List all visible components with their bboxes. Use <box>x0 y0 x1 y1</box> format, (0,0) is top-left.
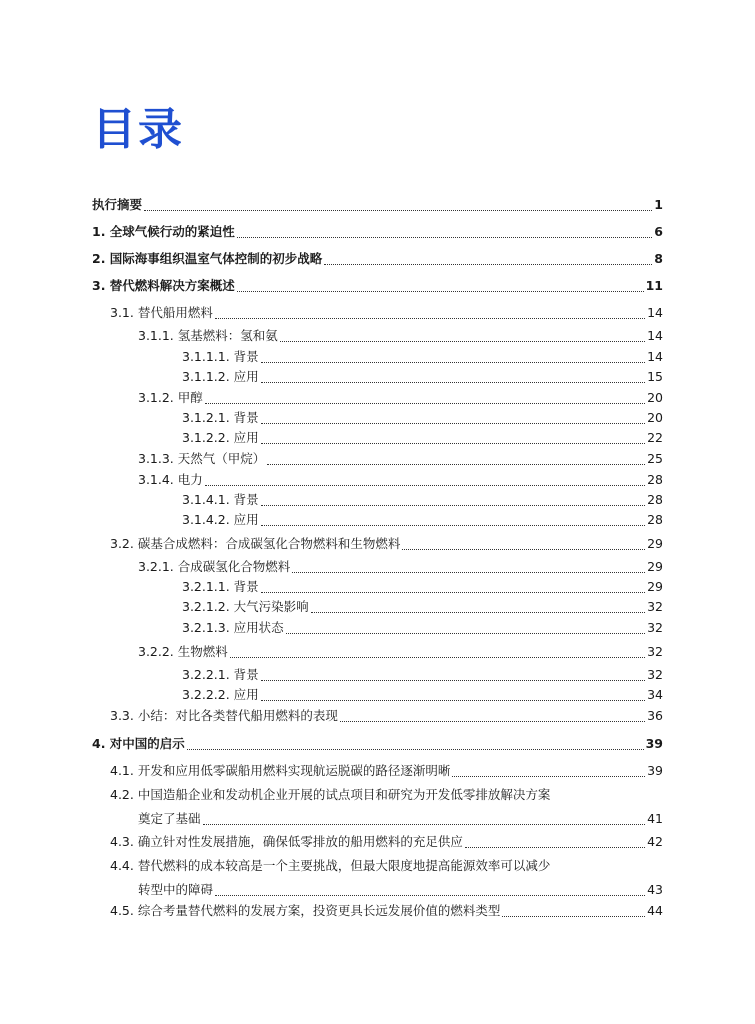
toc-page-number: 20 <box>647 390 663 405</box>
toc-page-number: 42 <box>647 834 663 849</box>
toc-entry[interactable] <box>182 491 663 509</box>
toc-chapter-entry[interactable] <box>92 277 663 295</box>
dot-leader <box>205 481 645 486</box>
toc-chapter-entry[interactable] <box>92 250 663 268</box>
dot-leader <box>215 891 645 896</box>
toc-entry-label: 4. 对中国的启示 <box>92 736 185 751</box>
dot-leader <box>311 608 645 613</box>
dot-leader <box>261 676 645 681</box>
toc-entry-label: 4.3. 确立针对性发展措施，确保低零排放的船用燃料的充足供应 <box>110 834 463 849</box>
toc-entry[interactable] <box>138 643 663 661</box>
toc-page-number: 43 <box>647 882 663 897</box>
toc-entry[interactable] <box>138 450 663 468</box>
toc-entry-label: 3.1.1. 氢基燃料：氢和氨 <box>138 328 278 343</box>
dot-leader <box>280 337 645 342</box>
toc-entry-label: 3.2.1.2. 大气污染影响 <box>182 599 309 614</box>
toc-page-number: 20 <box>647 410 663 425</box>
toc-chapter-entry[interactable] <box>92 735 663 753</box>
toc-entry[interactable] <box>138 881 663 899</box>
toc-entry[interactable] <box>110 902 663 920</box>
toc-page-number: 28 <box>647 512 663 527</box>
dot-leader <box>286 629 645 634</box>
toc-entry-label: 3.1.2.1. 背景 <box>182 410 259 425</box>
dot-leader <box>187 745 644 750</box>
dot-leader <box>261 358 645 363</box>
dot-leader <box>261 439 645 444</box>
toc-entry[interactable] <box>110 833 663 851</box>
toc-entry[interactable] <box>182 511 663 529</box>
toc-page-number: 34 <box>647 687 663 702</box>
toc-page-number: 39 <box>647 763 663 778</box>
dot-leader <box>502 912 645 917</box>
dot-leader <box>261 378 645 383</box>
toc-entry-label: 3.2.1. 合成碳氢化合物燃料 <box>138 559 291 574</box>
toc-chapter-entry[interactable] <box>92 223 663 241</box>
toc-page-number: 14 <box>647 349 663 364</box>
dot-leader <box>237 233 652 238</box>
toc-page-number: 29 <box>647 579 663 594</box>
toc-page-number: 29 <box>647 536 663 551</box>
toc-entry-continuation: 奠定了基础 <box>138 811 201 826</box>
toc-entry[interactable] <box>110 762 663 780</box>
toc-page-number: 36 <box>647 708 663 723</box>
toc-entry-label: 3.1.1.1. 背景 <box>182 349 259 364</box>
toc-entry-label: 3.1. 替代船用燃料 <box>110 305 213 320</box>
toc-page-number: 32 <box>647 667 663 682</box>
toc-page-number: 22 <box>647 430 663 445</box>
toc-page-number: 32 <box>647 620 663 635</box>
toc-entry[interactable] <box>138 810 663 828</box>
toc-entry-label: 3.1.2.2. 应用 <box>182 430 259 445</box>
toc-page-number: 28 <box>647 472 663 487</box>
toc-entry[interactable] <box>110 304 663 322</box>
page-title: 目录 <box>92 104 184 155</box>
dot-leader <box>261 521 645 526</box>
dot-leader <box>465 843 645 848</box>
toc-chapter-entry[interactable] <box>92 196 663 214</box>
dot-leader <box>452 772 645 777</box>
dot-leader <box>205 399 645 404</box>
toc-entry[interactable] <box>182 619 663 637</box>
toc-page-number: 32 <box>647 644 663 659</box>
toc-entry[interactable] <box>138 471 663 489</box>
toc-entry[interactable] <box>182 368 663 386</box>
toc-entry-label: 3.2.2.2. 应用 <box>182 687 259 702</box>
toc-entry-label: 2. 国际海事组织温室气体控制的初步战略 <box>92 251 323 266</box>
toc-page-number: 15 <box>647 369 663 384</box>
toc-entry[interactable] <box>182 409 663 427</box>
toc-entry-label: 4.5. 综合考量替代燃料的发展方案，投资更具长远发展价值的燃料类型 <box>110 903 501 918</box>
toc-entry-continuation: 转型中的障碍 <box>138 882 214 897</box>
toc-entry-label: 3.2.2.1. 背景 <box>182 667 259 682</box>
toc-page-number: 44 <box>647 903 663 918</box>
toc-entry-label: 3.1.2. 甲醇 <box>138 390 203 405</box>
toc-page-number: 6 <box>654 224 663 239</box>
dot-leader <box>292 568 645 573</box>
toc-page-number: 1 <box>654 197 663 212</box>
toc-entry[interactable] <box>110 535 663 553</box>
dot-leader <box>402 545 645 550</box>
toc-entry-label[interactable]: 4.4. 替代燃料的成本较高是一个主要挑战，但最大限度地提高能源效率可以减少 <box>110 858 551 873</box>
toc-entry-label: 3.2.2. 生物燃料 <box>138 644 228 659</box>
dot-leader <box>261 696 645 701</box>
toc-entry-label: 3.2.1.1. 背景 <box>182 579 259 594</box>
toc-entry[interactable] <box>182 429 663 447</box>
toc-page-number: 32 <box>647 599 663 614</box>
toc-page-number: 41 <box>647 811 663 826</box>
dot-leader <box>340 717 645 722</box>
toc-entry-label: 3.2. 碳基合成燃料：合成碳氢化合物燃料和生物燃料 <box>110 536 401 551</box>
dot-leader <box>203 820 646 825</box>
toc-entry-label: 3.1.4. 电力 <box>138 472 203 487</box>
toc-entry-label: 3. 替代燃料解决方案概述 <box>92 278 235 293</box>
toc-entry[interactable] <box>182 348 663 366</box>
toc-entry[interactable] <box>182 666 663 684</box>
toc-entry[interactable] <box>138 558 663 576</box>
dot-leader <box>237 287 644 292</box>
toc-entry[interactable] <box>110 707 663 725</box>
toc-entry[interactable] <box>182 686 663 704</box>
dot-leader <box>261 588 645 593</box>
toc-entry-label: 执行摘要 <box>92 197 143 212</box>
toc-page-number: 8 <box>654 251 663 266</box>
toc-entry[interactable] <box>182 598 663 616</box>
toc-entry-label: 1. 全球气候行动的紧迫性 <box>92 224 235 239</box>
toc-page-number: 28 <box>647 492 663 507</box>
toc-page-number: 39 <box>645 736 663 751</box>
dot-leader <box>215 314 645 319</box>
dot-leader <box>324 260 652 265</box>
toc-page-number: 14 <box>647 328 663 343</box>
dot-leader <box>144 206 652 211</box>
toc-entry-label[interactable]: 4.2. 中国造船企业和发动机企业开展的试点项目和研究为开发低零排放解决方案 <box>110 787 551 802</box>
toc-entry-label: 3.1.3. 天然气（甲烷） <box>138 451 266 466</box>
toc-entry-label: 3.2.1.3. 应用状态 <box>182 620 284 635</box>
dot-leader <box>267 460 645 465</box>
toc-entry-label: 3.1.4.1. 背景 <box>182 492 259 507</box>
toc-entry[interactable] <box>138 389 663 407</box>
toc-entry[interactable] <box>182 578 663 596</box>
toc-entry-label: 3.3. 小结：对比各类替代船用燃料的表现 <box>110 708 338 723</box>
toc-page-number: 11 <box>645 278 663 293</box>
dot-leader <box>230 653 645 658</box>
toc-page-number: 25 <box>647 451 663 466</box>
toc-entry[interactable] <box>138 327 663 345</box>
dot-leader <box>261 419 645 424</box>
toc-entry-label: 3.1.4.2. 应用 <box>182 512 259 527</box>
dot-leader <box>261 501 645 506</box>
toc-entry-label: 3.1.1.2. 应用 <box>182 369 259 384</box>
toc-entry-label: 4.1. 开发和应用低零碳船用燃料实现航运脱碳的路径逐渐明晰 <box>110 763 451 778</box>
toc-page-number: 29 <box>647 559 663 574</box>
toc-page-number: 14 <box>647 305 663 320</box>
